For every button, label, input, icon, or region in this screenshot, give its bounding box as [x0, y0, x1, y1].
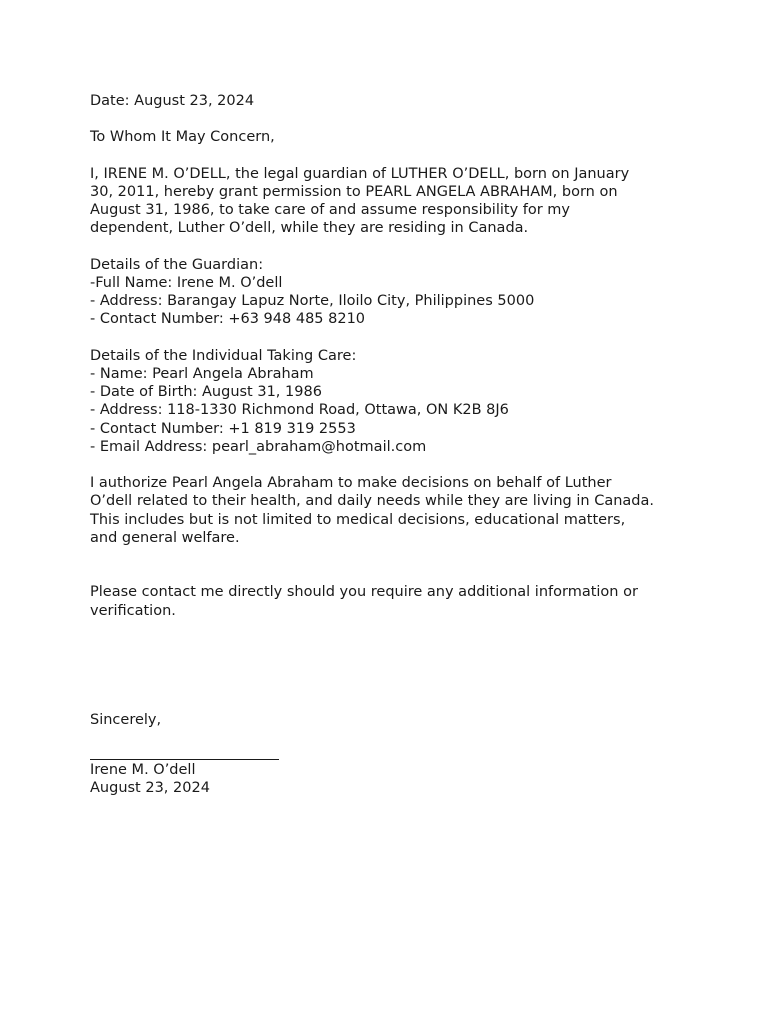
caretaker-detail-item: - Address: 118-1330 Richmond Road, Ottawa, ON K2B 8J6: [90, 402, 509, 419]
signature-block: [90, 759, 690, 797]
guardian-heading: Details of the Guardian:: [90, 256, 264, 273]
intro-line: dependent, Luther O’dell, while they are residing in Canada.: [90, 220, 529, 237]
intro-line: I, IRENE M. O’DELL, the legal guardian of LUTHER O’DELL, born on January: [90, 165, 630, 182]
signature-line: [90, 759, 279, 760]
guardian-detail-item: - Contact Number: +63 948 485 8210: [90, 311, 366, 328]
authorization-line: I authorize Pearl Angela Abraham to make decisions on behalf of Luther: [90, 475, 612, 492]
caretaker-detail-item: - Email Address: pearl_abraham@hotmail.com: [90, 438, 427, 455]
caretaker-details: [90, 347, 690, 456]
authorization-line: and general welfare.: [90, 529, 240, 546]
guardian-details: [90, 256, 690, 329]
guardian-detail-item: -Full Name: Irene M. O’dell: [90, 274, 283, 291]
guardian-detail-item: - Address: Barangay Lapuz Norte, Iloilo City, Philippines 5000: [90, 293, 535, 310]
salutation: To Whom It May Concern,: [90, 129, 275, 146]
intro-paragraph: [90, 165, 690, 238]
date-line: Date: August 23, 2024: [90, 93, 255, 109]
intro-line: 30, 2011, hereby grant permission to PEARL ANGELA ABRAHAM, born on: [90, 183, 618, 200]
authorization-line: O’dell related to their health, and daily needs while they are living in Canada.: [90, 493, 654, 510]
closing: Sincerely,: [90, 711, 162, 728]
caretaker-detail-item: - Date of Birth: August 31, 1986: [90, 384, 322, 401]
caretaker-heading: Details of the Individual Taking Care:: [90, 347, 357, 364]
signature-date: August 23, 2024: [90, 780, 210, 797]
intro-line: August 31, 1986, to take care of and assume responsibility for my: [90, 202, 571, 219]
signatory-name: Irene M. O’dell: [90, 762, 196, 778]
authorization-paragraph: [90, 474, 690, 547]
authorization-line: This includes but is not limited to medical decisions, educational matters,: [90, 511, 626, 528]
contact-request-line: verification.: [90, 602, 176, 619]
contact-request-line: Please contact me directly should you require any additional information or: [90, 584, 638, 601]
caretaker-detail-item: - Contact Number: +1 819 319 2553: [90, 420, 356, 437]
caretaker-detail-item: - Name: Pearl Angela Abraham: [90, 365, 314, 382]
letter-body: [90, 92, 690, 797]
contact-request-paragraph: [90, 583, 690, 619]
